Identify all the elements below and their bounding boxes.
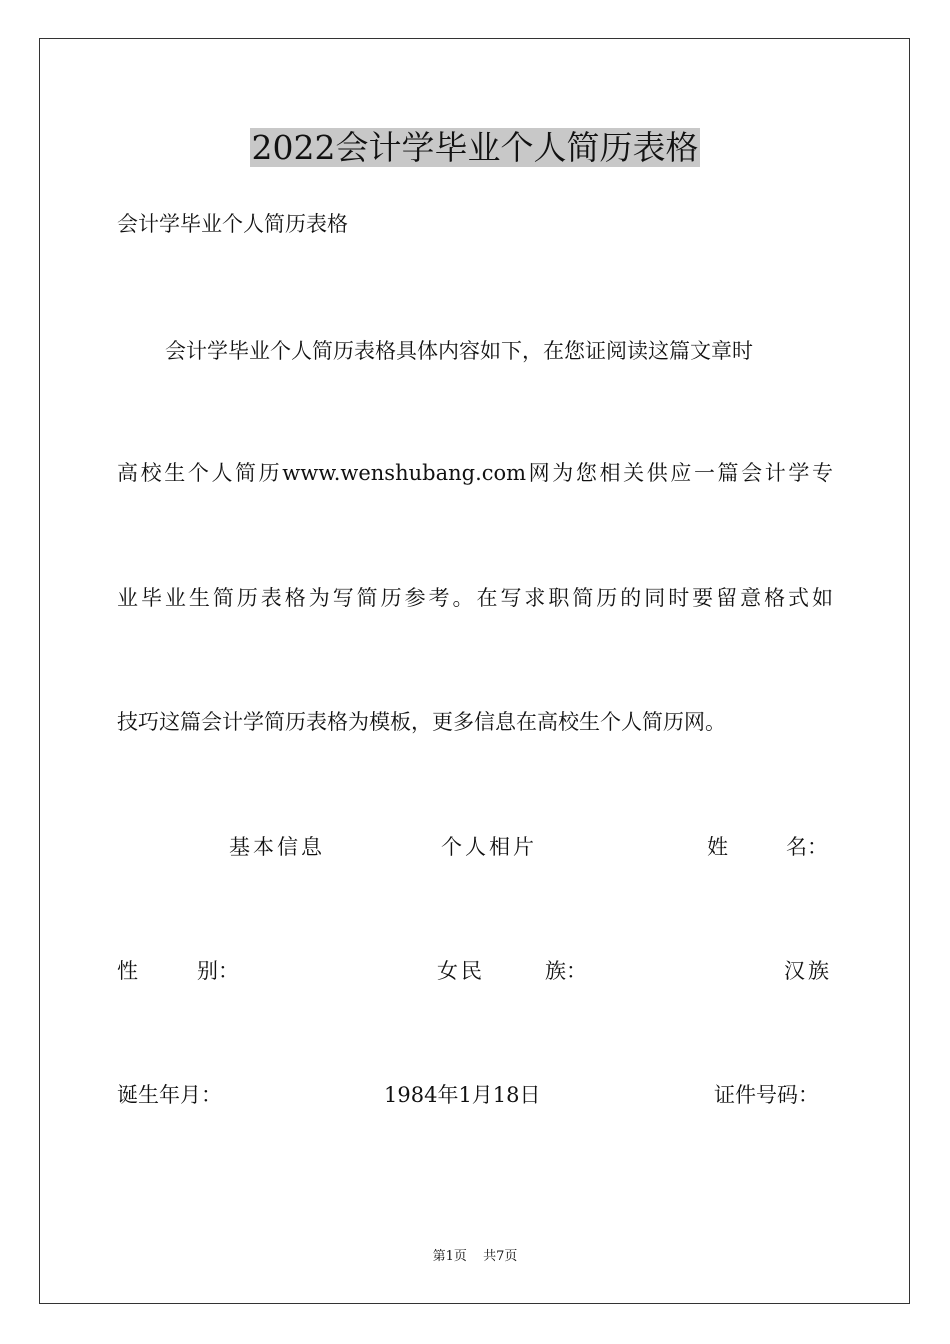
total-pages: 共7页 bbox=[483, 1249, 518, 1264]
document-title bbox=[0, 126, 950, 170]
paragraph-line-1: 会计学毕业个人简历表格具体内容如下，在您证阅读这篇文章时 bbox=[165, 339, 753, 363]
value-birth-date: 1984年1月18日 bbox=[384, 1083, 541, 1107]
value-gender-and-ethnicity-label: 女民 bbox=[437, 959, 485, 983]
page-number: 第1页 bbox=[432, 1249, 467, 1264]
label-gender-part2: 别： bbox=[197, 959, 239, 983]
paragraph-line-4: 技巧这篇会计学简历表格为模板，更多信息在高校生个人简历网。 bbox=[117, 710, 726, 734]
value-ethnicity: 汉族 bbox=[784, 959, 832, 983]
label-id-number: 证件号码： bbox=[714, 1083, 819, 1107]
document-subtitle: 会计学毕业个人简历表格 bbox=[117, 212, 348, 236]
label-birth-date: 诞生年月： bbox=[117, 1083, 222, 1107]
label-personal-photo: 个人相片 bbox=[441, 835, 537, 859]
label-gender-part1: 性 bbox=[117, 959, 138, 983]
paragraph-line-3: 业毕业生简历表格为写简历参考。在写求职简历的同时要留意格式如 bbox=[117, 586, 833, 610]
label-name-part2: 名： bbox=[786, 835, 828, 859]
document-title-text: 2022会计学毕业个人简历表格 bbox=[251, 128, 699, 167]
label-basic-info: 基本信息 bbox=[229, 835, 325, 859]
label-ethnicity-part2: 族： bbox=[545, 959, 587, 983]
page-footer bbox=[0, 1248, 950, 1266]
label-name-part1: 姓 bbox=[707, 835, 728, 859]
paragraph-line-2: 高校生个人简历www.wenshubang.com网为您相关供应一篇会计学专 bbox=[117, 461, 833, 485]
